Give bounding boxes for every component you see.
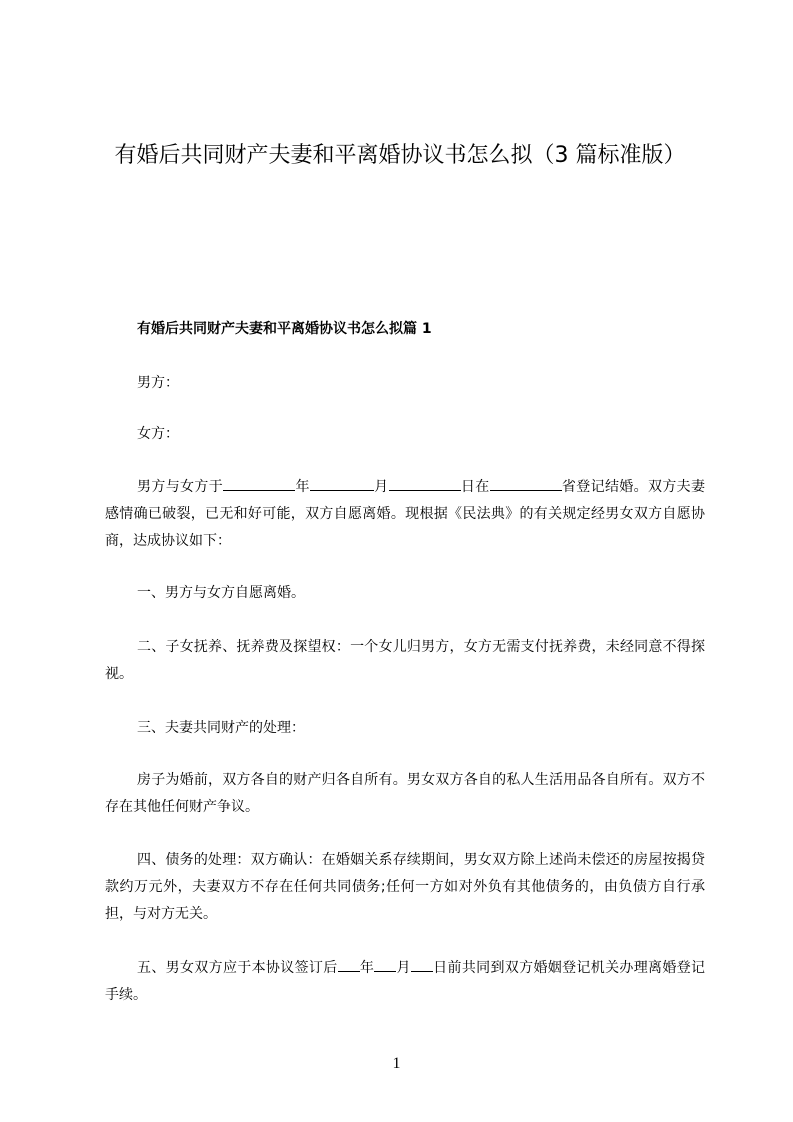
clause-2: 二、子女抚养、抚养费及探望权：一个女儿归男方，女方无需支付抚养费，未经同意不得探视。: [105, 639, 705, 682]
year-blank[interactable]: [223, 475, 295, 491]
clause-5-text-1: 五、男女双方应于本协议签订后: [137, 960, 338, 976]
marriage-paragraph: [105, 474, 705, 555]
province-blank[interactable]: [490, 475, 562, 491]
clause-5-month-blank[interactable]: [374, 956, 396, 972]
day-blank[interactable]: [389, 475, 461, 491]
page-number: 1: [392, 1055, 401, 1072]
clause-3-detail: 房子为婚前，双方各自的财产归各自所有。男女双方各自的私人生活用品各自所有。双方不存在其他任何财产争议。: [105, 772, 705, 815]
month-blank[interactable]: [310, 475, 374, 491]
clause-5-text-2: 年: [359, 960, 375, 976]
clause-5-text-4: 日前共同到双方婚姻登记机关办理离婚登记手续。: [105, 960, 706, 1003]
clause-4: 四、债务的处理：双方确认：在婚姻关系存续期间，男女双方除上述尚未偿还的房屋按揭贷款约万元外，夫妻双方不存在任何共同债务;任何一方如对外负有其他债务的，由负债方自行承担，与对方无关。: [105, 852, 705, 922]
marriage-text-1: 男方与女方于: [137, 479, 224, 495]
marriage-text-2: 年: [295, 479, 310, 495]
clause-5-year-blank[interactable]: [338, 956, 360, 972]
marriage-text-4: 日在: [460, 479, 490, 495]
female-party-label: 女方：: [137, 426, 179, 442]
marriage-text-5: 省登记结婚。双方夫妻感情确已破裂，已无和好可能，双方自愿离婚。现根据《民法典》的有关规定经男女双方自愿协商，达成协议如下：: [105, 479, 706, 549]
male-party-line: [137, 370, 437, 397]
clause-5-day-blank[interactable]: [411, 956, 433, 972]
marriage-text-3: 月: [373, 479, 389, 495]
clause-5: [105, 955, 705, 1009]
male-party-label: 男方：: [137, 375, 179, 391]
clause-3: 三、夫妻共同财产的处理：: [137, 720, 305, 736]
section-heading: 有婚后共同财产夫妻和平离婚协议书怎么拟篇 1: [137, 321, 432, 337]
female-party-line: [137, 421, 437, 448]
clause-1: 一、男方与女方自愿离婚。: [137, 585, 305, 601]
document-title: 有婚后共同财产夫妻和平离婚协议书怎么拟（3 篇标准版）: [114, 143, 686, 168]
clause-5-text-3: 月: [396, 960, 411, 976]
